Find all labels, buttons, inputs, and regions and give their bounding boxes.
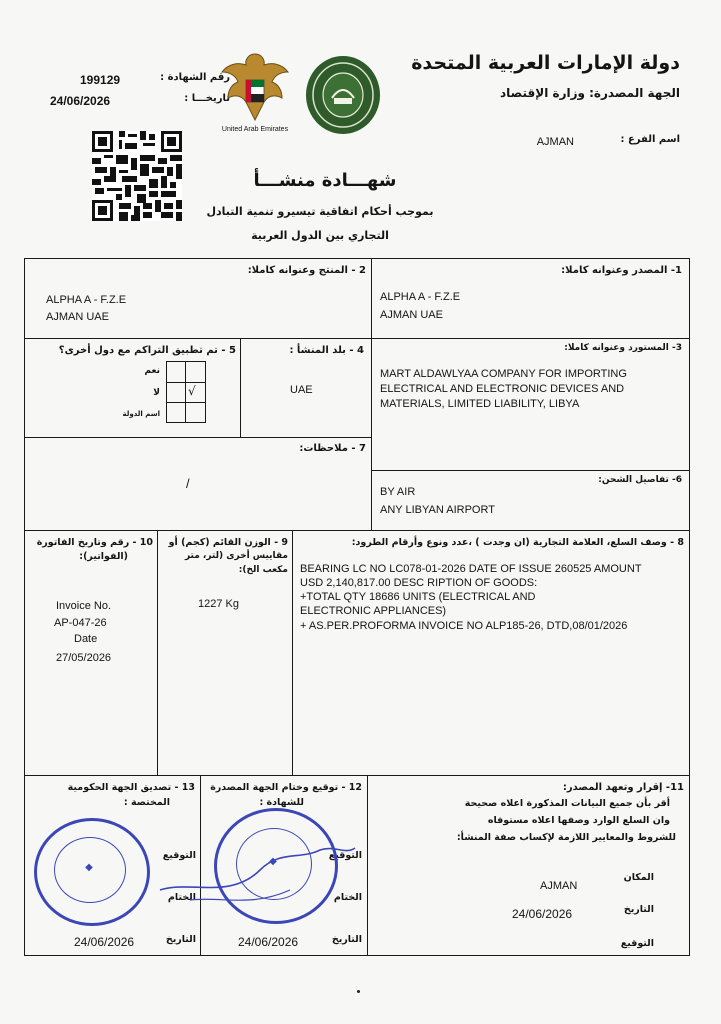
box7-value: / [186,476,190,491]
cert-no-row [60,70,230,90]
box11-label: 11- إقرار وتعهد المصدر: [562,782,684,793]
box4-label: 4 - بلد المنشأ : [289,345,364,356]
cert-no-label: رقم الشهادة : [160,72,230,83]
box13-label-line1: 13 - تصديق الجهة الحكومية [67,782,195,793]
box12-label-line2: للشهادة : [259,797,304,808]
box1-label: 1- المصدر وعنوانه كاملا: [561,265,682,276]
box9-value: 1227 Kg [198,598,239,610]
box10-line1: Invoice No. [56,600,112,612]
box6-line1: BY AIR [380,486,416,498]
box5-checkbox-group[interactable] [166,361,206,423]
box3-line2: ELECTRICAL AND ELECTRONIC DEVICES AND [380,383,625,395]
box13-date-label: التاريخ [165,934,196,945]
box8-line5: + AS.PER.PROFORMA INVOICE NO ALP185-26, DTD,08/01/2026 [300,620,628,632]
box6-label: 6- تفاصيل الشحن: [598,475,682,485]
box5-label: 5 - تم تطبيق التراكم مع دول أخرى؟ [58,345,236,356]
box6-line2: ANY LIBYAN AIRPORT [380,504,495,516]
certificate-subtitle-line1: بموجب أحكام اتفاقية تيسيرو تنمية التبادل [206,205,434,218]
box10-line2: AP-047-26 [54,617,107,629]
cert-no-value: 199129 [80,73,121,87]
box13-date-value: 24/06/2026 [74,935,135,949]
box5-no: لا [153,388,160,398]
branch-value: AJMAN [536,136,574,148]
box11-date-label: التاريخ [623,904,654,915]
box13-sign-label: التوقيع [162,850,196,861]
box3-label: 3- المستورد وعنوانه كاملا: [564,343,682,353]
box2-label: 2 - المنتج وعنوانه كاملا: [247,265,366,276]
emblem-caption: United Arab Emirates [221,126,289,133]
box11-place-label: المكان [623,872,654,883]
box11-line3: للشروط والمعايير اللازمة لإكساب صفة المنشأ: [456,832,676,843]
box11-place-value: AJMAN [540,880,578,892]
box12-label-line1: 12 - توقيع وختام الجهة المصدرة [210,782,362,793]
box2-line1: ALPHA A - F.Z.E [46,294,127,306]
signature-scribble-icon [150,820,360,920]
box8-line2: USD 2,140,817.00 DESC RIPTION OF GOODS: [300,577,538,589]
country-title: دولة الإمارات العربية المتحدة [411,52,680,74]
box11-line2: وان السلع الوارد وصفها اعلاه مستوفاه [487,815,670,826]
uae-emblem-icon [218,50,292,136]
box8-line1: BEARING LC NO LC078-01-2026 DATE OF ISSUE 260525 AMOUNT [300,563,642,575]
ministry-stamp-icon: ◆ [34,818,150,926]
box5-yes: نعم [144,366,160,376]
box10-line4: 27/05/2026 [56,652,112,664]
box12-sign-label: التوقيع [328,850,362,861]
box9-label-line2: مقاييس أخرى (لتر، متر [184,551,288,561]
box9-label-line3: مكعب الخ): [238,565,288,575]
box8-line4: ELECTRONIC APPLIANCES) [300,605,447,617]
branch-label: اسم الفرع : [620,134,680,145]
box12-seal-label: الختام [333,892,362,903]
certificate-subtitle-line2: التجاري بين الدول العربية [251,229,389,242]
cert-date-row [40,91,230,111]
box10-label-line1: 10 - رقم وتاريخ الفاتورة [36,537,153,548]
arab-league-seal-icon [304,54,382,136]
cert-date-value: 24/06/2026 [50,94,111,108]
box8-line3: +TOTAL QTY 18686 UNITS (ELECTRICAL AND [300,591,536,603]
box11-sign-label: التوقيع [620,938,654,949]
box8-label: 8 - وصف السلع، العلامة التجارية (ان وجدت ) ،عدد ونوع وأرقام الطرود: [351,537,684,548]
cert-date-label: تاريخـــا : [184,93,230,104]
issuer-line: الجهة المصدرة: وزارة الإقتصاد [500,86,680,100]
box5-country-label: اسم الدولة [122,410,160,418]
box10-label-line2: (الفواتير): [79,551,128,562]
box11-date-value: 24/06/2026 [512,907,573,921]
box1-line2: AJMAN UAE [380,309,443,321]
box12-date-label: التاريخ [331,934,362,945]
box13-label-line2: المختصة : [123,797,170,808]
qr-code-icon [92,131,182,221]
box2-line2: AJMAN UAE [46,311,109,323]
box3-line3: MATERIALS, LIMITED LIABILITY, LIBYA [380,398,580,410]
box7-label: 7 - ملاحظات: [299,443,366,454]
branch-row [440,134,680,152]
box3-line1: MART ALDAWLYAA COMPANY FOR IMPORTING [380,368,627,380]
box12-date-value: 24/06/2026 [238,935,299,949]
box5-check-mark: √ [188,384,196,398]
box1-line1: ALPHA A - F.Z.E [380,291,461,303]
box9-label-line1: 9 - الوزن القائم (كجم) أو [168,537,288,548]
scan-dot [357,990,360,993]
box13-seal-label: الختام [167,892,196,903]
box4-value: UAE [290,384,313,396]
issuer-stamp-icon: ◆ [214,808,338,924]
certificate-title: شهـــادة منشـــأ [253,170,397,191]
box11-line1: أقر بأن جميع البيانات المذكورة اعلاه صحيحة [464,798,670,809]
box10-line3: Date [74,633,98,645]
